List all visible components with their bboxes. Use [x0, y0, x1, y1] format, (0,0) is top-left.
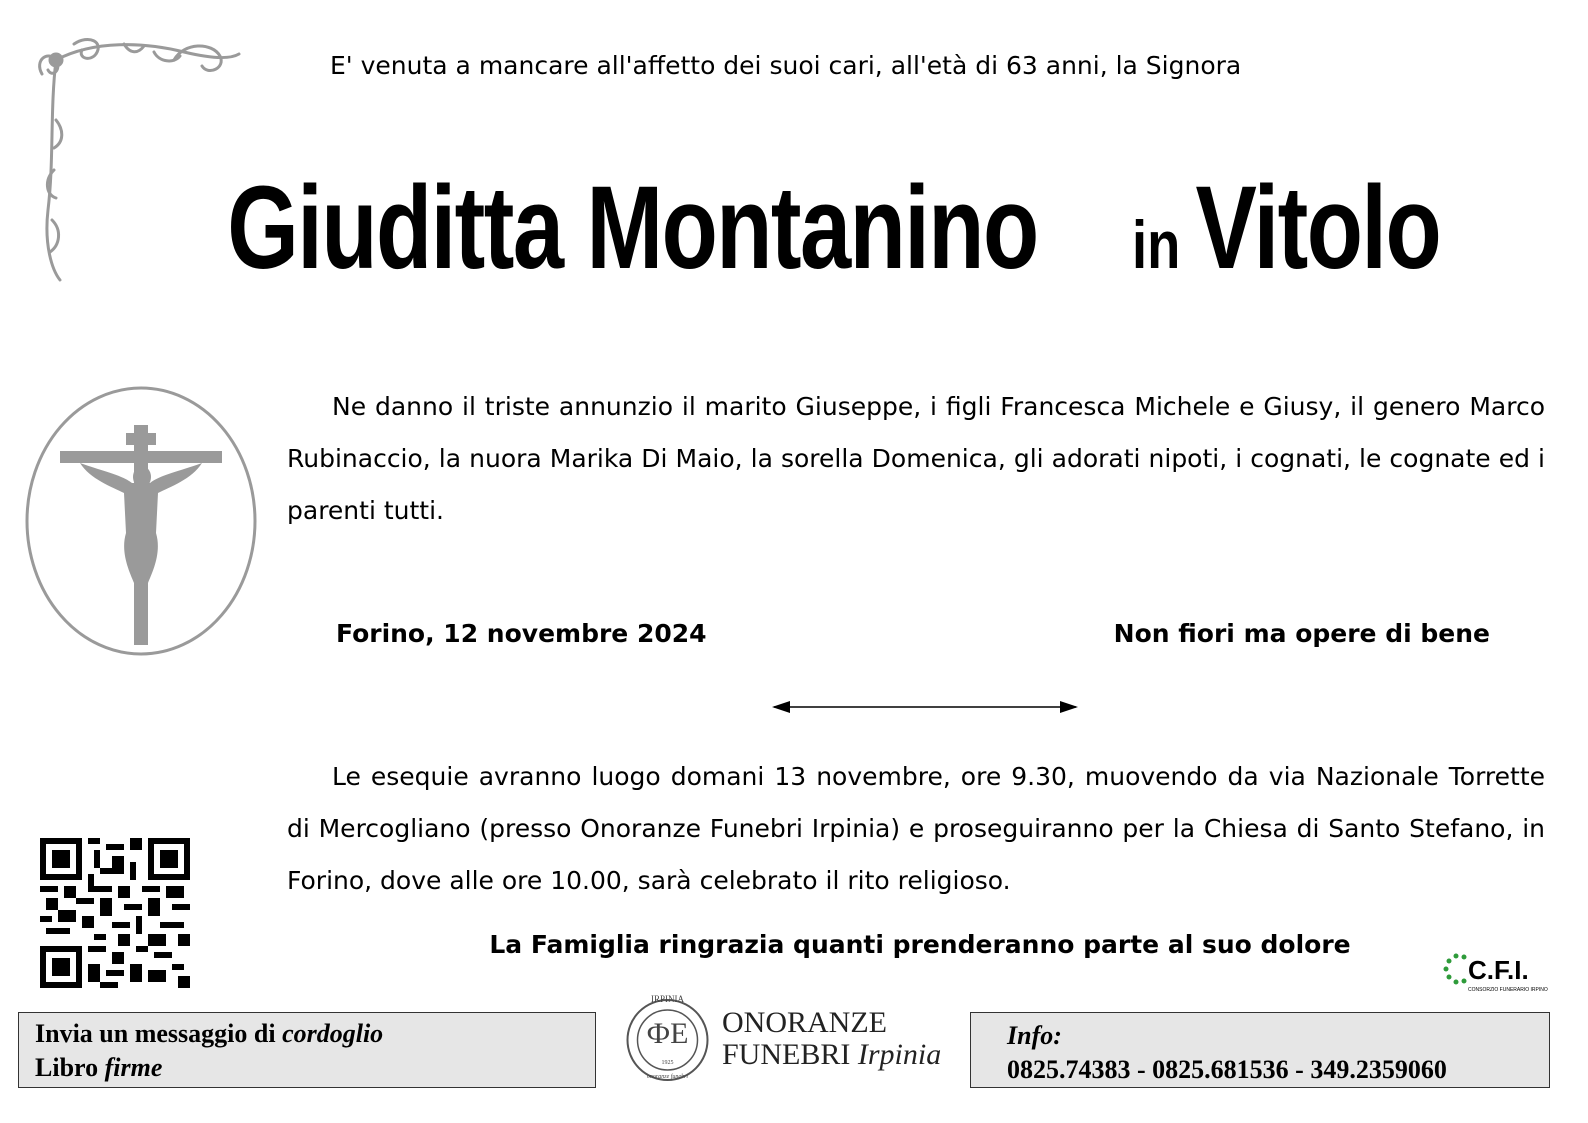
announcement-paragraph: [287, 381, 1545, 537]
guestbook-link[interactable]: Libro firme: [35, 1053, 163, 1082]
info-box: [970, 1012, 1550, 1088]
condolence-link[interactable]: Invia un messaggio di cordoglio: [35, 1019, 384, 1048]
seal-top-text: IRPINIA: [651, 994, 684, 1004]
funeral-home-name: [722, 1007, 941, 1071]
condolence-box[interactable]: [18, 1012, 596, 1088]
info-label: Info:: [1007, 1021, 1062, 1050]
info-phones[interactable]: 0825.74383 - 0825.681536 - 349.2359060: [1007, 1055, 1447, 1084]
qr-code[interactable]: [40, 838, 190, 988]
funeral-home-name-line1: ONORANZE: [722, 1006, 887, 1039]
cfi-logo: [1440, 947, 1550, 997]
funeral-details-text: Le esequie avranno luogo domani 13 novembre, ore 9.30, muovendo da via Nazionale Torrette di Mercogliano (presso Onoranze Funebri Irpinia) e proseguiranno per la Chiesa di Santo Stefano, in Forino, dove alle ore 10.00, sarà celebrato il rito religioso.: [287, 762, 1545, 895]
family-thanks: La Famiglia ringrazia quanti prenderanno parte al suo dolore: [489, 930, 1351, 959]
double-arrow-divider: [770, 697, 1080, 717]
deceased-married-name: Vitolo: [1195, 162, 1441, 294]
funeral-home-seal-icon: [620, 990, 715, 1085]
cfi-logo-text: C.F.I.: [1468, 955, 1529, 985]
seal-bottom-text: onoranze funebri: [646, 1074, 689, 1080]
cfi-logo-subtitle: CONSORZIO FUNERARIO IRPINO: [1468, 987, 1548, 993]
announcement-text: Ne danno il triste annunzio il marito Giuseppe, i figli Francesca Michele e Giusy, il genero Marco Rubinaccio, la nuora Marika Di Maio, la sorella Domenica, gli adorati nipoti, i cognati, le cognate ed i parenti tutti.: [287, 392, 1545, 525]
deceased-name-conjunction: in: [1132, 207, 1181, 283]
place-date: Forino, 12 novembre 2024: [336, 619, 707, 648]
crucifix-icon: [22, 383, 260, 659]
deceased-name: [0, 148, 1588, 344]
svg-text:ФЕ: ФЕ: [646, 1017, 689, 1050]
funeral-home-name-line2: FUNEBRI Irpinia: [722, 1038, 942, 1071]
deceased-first-name: Giuditta Montanino: [227, 162, 1038, 294]
seal-year: 1925: [661, 1060, 674, 1066]
intro-text: E' venuta a mancare all'affetto dei suoi cari, all'età di 63 anni, la Signora: [330, 51, 1242, 80]
funeral-details-paragraph: [287, 751, 1545, 907]
flowers-note: Non fiori ma opere di bene: [1113, 619, 1490, 648]
cfi-dots-icon: [1440, 947, 1550, 997]
